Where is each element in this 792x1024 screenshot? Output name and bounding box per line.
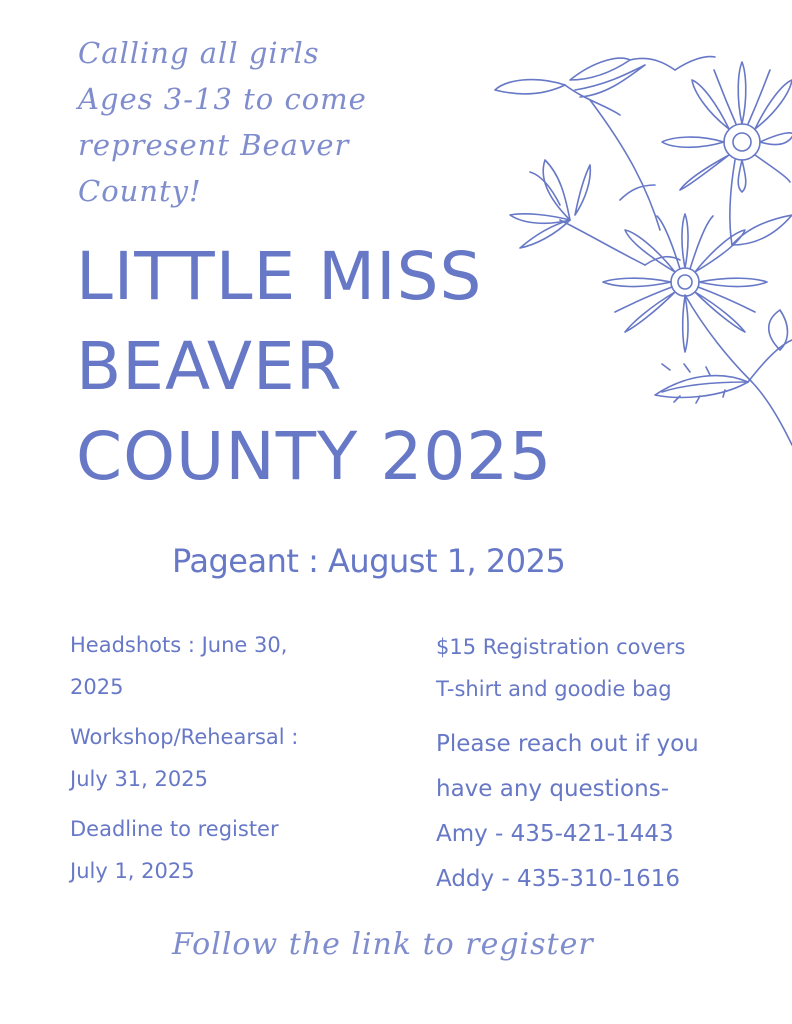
intro-line-3: represent Beaver — [78, 128, 350, 162]
page-title — [76, 232, 696, 502]
workshop-line-2: July 31, 2025 — [70, 767, 208, 791]
info-column — [436, 626, 786, 902]
deadline-line-1: Deadline to register — [70, 817, 279, 841]
register-link-text[interactable]: Follow the link to register — [172, 927, 594, 962]
contact-amy: Amy - 435-421-1443 — [436, 821, 674, 847]
fee-line-2: T-shirt and goodie bag — [436, 677, 672, 701]
pageant-date: Pageant : August 1, 2025 — [172, 542, 566, 580]
headshots-line-1: Headshots : June 30, — [70, 633, 288, 657]
intro-line-4: County! — [78, 174, 202, 208]
intro-line-1: Calling all girls — [78, 36, 320, 70]
schedule-dates — [70, 624, 390, 900]
contact-addy: Addy - 435-310-1616 — [436, 866, 680, 892]
title-line-1: LITTLE MISS — [76, 238, 483, 315]
title-line-2: BEAVER — [76, 328, 343, 405]
intro-line-2: Ages 3-13 to come — [78, 82, 367, 116]
title-line-3: COUNTY 2025 — [76, 418, 553, 495]
intro-text — [78, 30, 438, 214]
headshots-line-2: 2025 — [70, 675, 124, 699]
deadline-date — [70, 808, 390, 892]
headshots-date — [70, 624, 390, 708]
deadline-line-2: July 1, 2025 — [70, 859, 195, 883]
fee-line-1: $15 Registration covers — [436, 635, 686, 659]
contact-line-2: have any questions- — [436, 776, 669, 802]
contact-info — [436, 722, 786, 902]
registration-fee — [436, 626, 786, 710]
workshop-date — [70, 716, 390, 800]
contact-line-1: Please reach out if you — [436, 731, 699, 757]
workshop-line-1: Workshop/Rehearsal : — [70, 725, 299, 749]
